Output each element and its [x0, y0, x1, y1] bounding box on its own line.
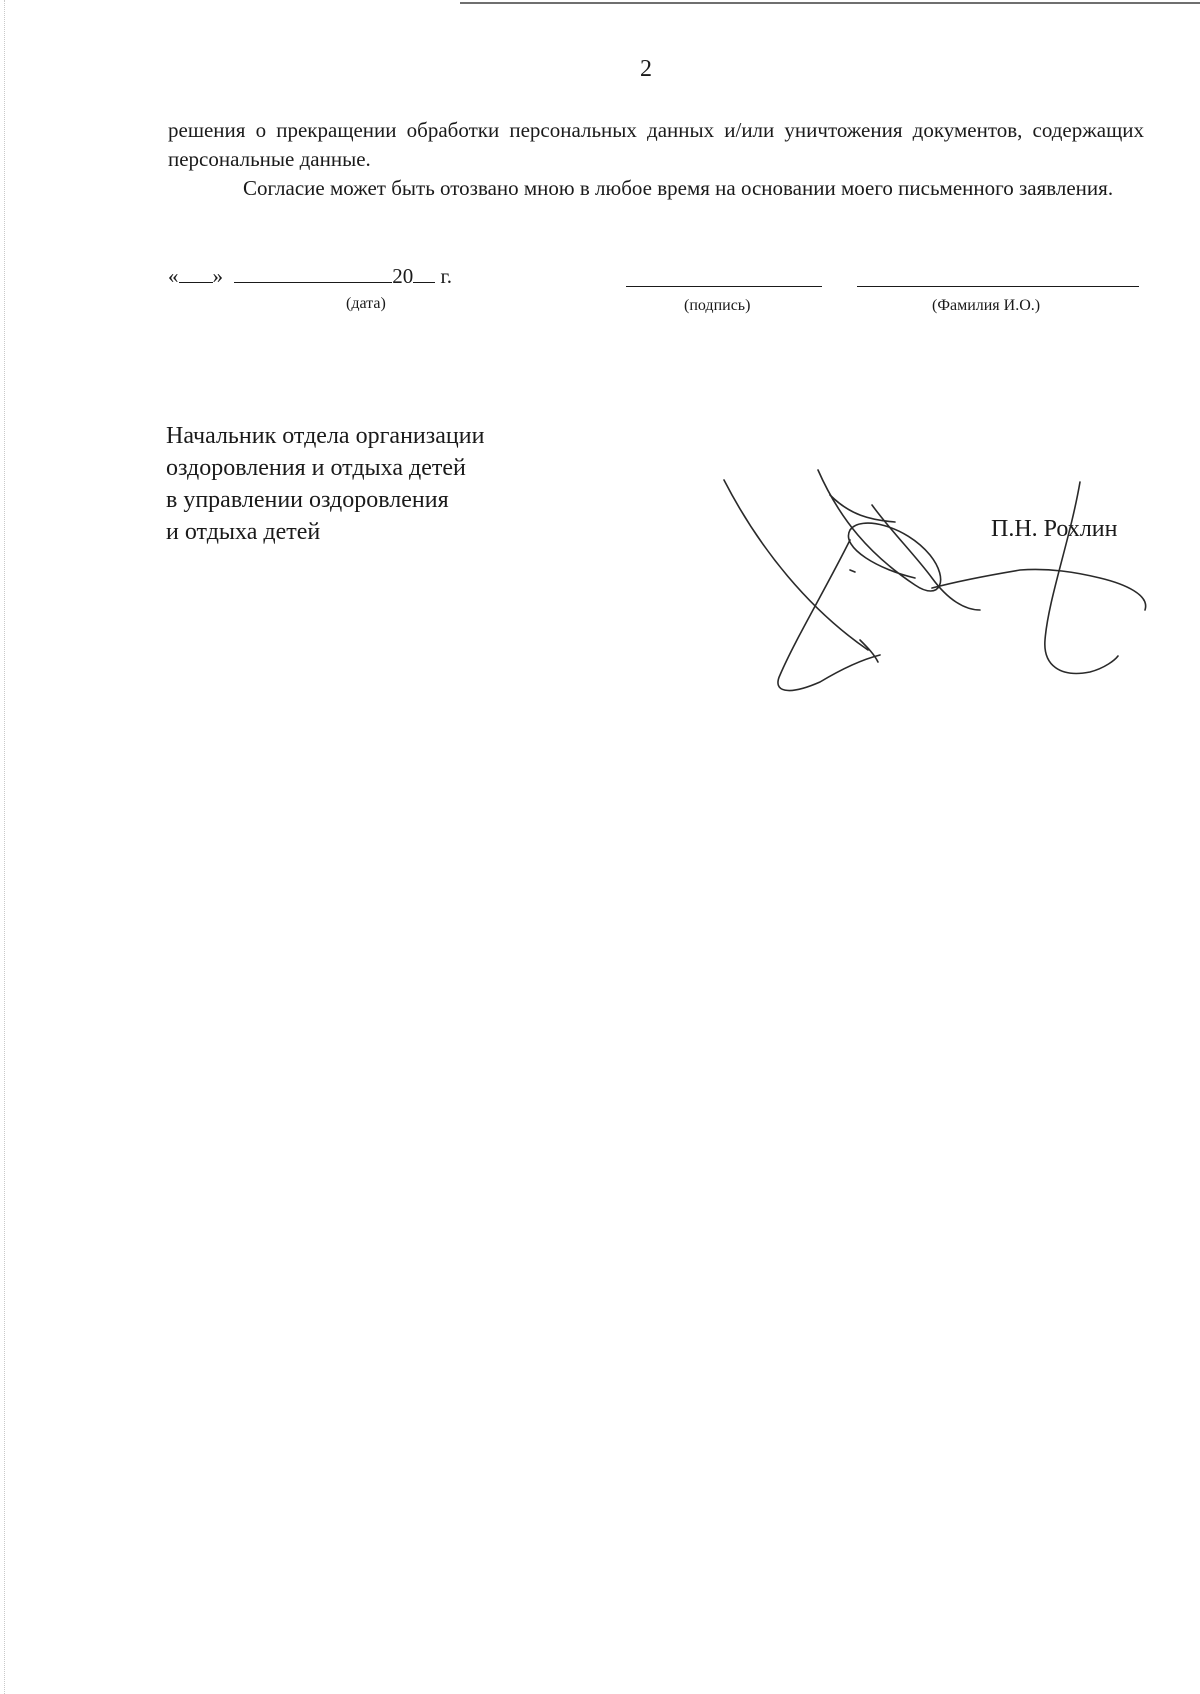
- year-prefix: 20: [392, 264, 414, 288]
- month-blank: [234, 264, 392, 283]
- day-blank: [179, 264, 213, 283]
- position-line: и отдыха детей: [166, 519, 321, 545]
- fullname-blank-line: [857, 286, 1139, 287]
- open-quote: «: [168, 264, 179, 288]
- scan-edge-left: [4, 0, 5, 1694]
- fullname-caption: (Фамилия И.О.): [932, 297, 1041, 314]
- year-blank: [413, 264, 435, 283]
- page-number: 2: [640, 56, 652, 82]
- position-line: оздоровления и отдыха детей: [166, 455, 466, 481]
- position-line: Начальник отдела организации: [166, 423, 485, 449]
- close-quote: »: [212, 264, 223, 288]
- signature-caption: (подпись): [684, 297, 751, 314]
- date-caption: (дата): [346, 295, 386, 312]
- signature-blank-line: [626, 286, 822, 287]
- official-position: [166, 420, 484, 548]
- scan-edge-top: [460, 2, 1200, 4]
- handwritten-signature: [700, 460, 1160, 710]
- position-line: в управлении оздоровления: [166, 487, 449, 513]
- official-name: П.Н. Рохлин: [991, 516, 1118, 542]
- date-line: [168, 264, 452, 289]
- paragraph-consent-revocation: Согласие может быть отозвано мною в любое время на основании моего письменного заявления.: [243, 176, 1114, 200]
- year-suffix: г.: [440, 264, 452, 288]
- paragraph-processing-termination: решения о прекращении обработки персональных данных и/или уничтожения документов, содержащих персональные данные.: [168, 118, 1144, 171]
